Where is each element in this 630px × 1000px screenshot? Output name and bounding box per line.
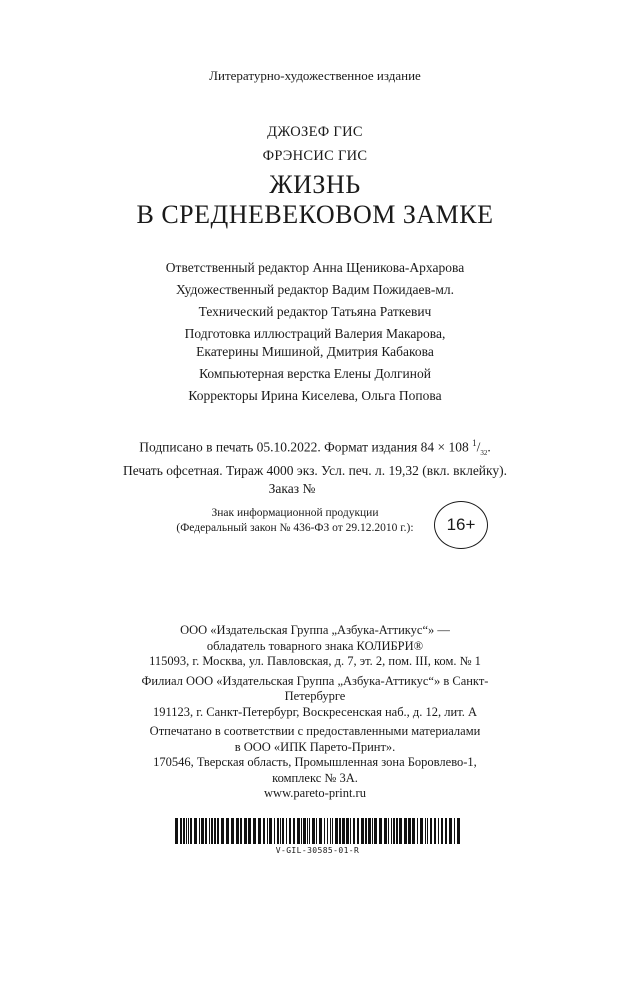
- barcode-bar: [277, 818, 279, 844]
- barcode-bar: [404, 818, 407, 844]
- barcode-bar: [434, 818, 436, 844]
- format-period: .: [487, 439, 491, 455]
- printer-note: Отпечатано в соответствии с предоставленными материалами: [149, 724, 481, 738]
- format-numerator: 1: [472, 438, 477, 448]
- barcode-bar: [286, 818, 287, 844]
- barcode-bar: [365, 818, 367, 844]
- print-info-line: [0, 434, 630, 462]
- barcode-bar: [425, 818, 426, 844]
- barcode-bar: [399, 818, 402, 844]
- age-rating-text: Знак информационной продукции: [211, 507, 379, 519]
- barcode-bar: [361, 818, 364, 844]
- printer-website: www.pareto-print.ru: [264, 786, 366, 800]
- barcode-bar: [188, 818, 189, 844]
- barcode-bar: [267, 818, 268, 844]
- credit-art-editor: Художественный редактор Вадим Пожидаев-мл.: [175, 282, 455, 297]
- barcode-bar: [441, 818, 443, 844]
- publisher-name: ООО «Издательская Группа „Азбука-Аттикус“» —: [180, 623, 450, 637]
- credits-block: [0, 259, 630, 409]
- barcode-bar: [175, 818, 178, 844]
- barcode-bar: [180, 818, 182, 844]
- barcode-bar: [353, 818, 355, 844]
- barcode-bar: [226, 818, 229, 844]
- barcode-bar: [263, 818, 265, 844]
- barcode-bar: [289, 818, 291, 844]
- book-title: [0, 170, 630, 230]
- barcode-bar: [357, 818, 359, 844]
- barcode-bar: [293, 818, 295, 844]
- barcode-bar: [217, 818, 219, 844]
- barcode-bar: [368, 818, 371, 844]
- printer-address: комплекс № 3А.: [272, 770, 358, 785]
- barcode-bar: [316, 818, 317, 844]
- publisher-trademark: обладатель товарного знака КОЛИБРИ®: [206, 638, 424, 653]
- barcode-bar: [282, 818, 284, 844]
- barcode-bar: [319, 818, 322, 844]
- barcode-bar: [236, 818, 239, 844]
- barcode-bar: [186, 818, 187, 844]
- barcode-bar: [342, 818, 345, 844]
- barcode-bar: [240, 818, 242, 844]
- barcode-bar: [253, 818, 256, 844]
- barcode-bar: [297, 818, 300, 844]
- barcode-bar: [211, 818, 213, 844]
- author-name: ФРЭНСИС ГИС: [262, 148, 368, 164]
- barcode-bar: [324, 818, 325, 844]
- barcode-bar: [445, 818, 447, 844]
- barcode-bar: [412, 818, 415, 844]
- age-rating-label: [150, 506, 440, 536]
- barcode-bar: [274, 818, 275, 844]
- barcode-bar: [339, 818, 341, 844]
- format-separator: /: [476, 439, 481, 455]
- order-label: Заказ №: [268, 481, 316, 497]
- barcode-bar: [457, 818, 460, 844]
- branch-address: 191123, г. Санкт-Петербург, Воскресенская наб., д. 12, лит. А: [152, 704, 478, 719]
- book-title-line: ЖИЗНЬ: [269, 170, 361, 199]
- print-signed-format: Подписано в печать 05.10.2022. Формат издания 84 × 108: [139, 439, 469, 455]
- barcode-bar: [280, 818, 281, 844]
- barcode-bar: [396, 818, 398, 844]
- barcode-bar: [346, 818, 349, 844]
- barcode-bar: [269, 818, 272, 844]
- barcode-bar: [417, 818, 418, 844]
- barcode-bar: [454, 818, 455, 844]
- barcode-bar: [199, 818, 200, 844]
- barcode-bar: [408, 818, 411, 844]
- barcode-bar: [183, 818, 185, 844]
- printer-name: в ООО «ИПК Парето-Принт».: [234, 739, 396, 754]
- author-name: ДЖОЗЕФ ГИС: [267, 124, 363, 140]
- print-info-line: Печать офсетная. Тираж 4000 экз. Усл. печ. л. 19,32 (вкл. вклейку).: [122, 463, 508, 479]
- barcode-bar: [201, 818, 204, 844]
- print-info: [0, 434, 630, 498]
- barcode-bars: [175, 818, 460, 844]
- barcode-bar: [258, 818, 261, 844]
- barcode-bar: [303, 818, 306, 844]
- branch-name: Филиал ООО «Издательская Группа „Азбука-Аттикус“» в Санкт-: [141, 673, 489, 688]
- credit-illustrations: Подготовка иллюстраций Валерия Макарова,: [184, 326, 446, 341]
- barcode-bar: [430, 818, 432, 844]
- credit-illustrations: Екатерины Мишиной, Дмитрия Кабакова: [196, 344, 434, 359]
- barcode-code: V-GIL-30585-01-R: [275, 846, 360, 855]
- barcode-bar: [427, 818, 428, 844]
- credit-layout: Компьютерная верстка Елены Долгиной: [199, 366, 431, 381]
- barcode-bar: [438, 818, 439, 844]
- barcode-bar: [312, 818, 315, 844]
- barcode-bar: [391, 818, 392, 844]
- order-line: [0, 480, 630, 498]
- credit-tech-editor: Технический редактор Татьяна Раткевич: [198, 304, 432, 319]
- printer-address: 170546, Тверская область, Промышленная зона Боровлево-1,: [153, 755, 477, 769]
- format-denominator: 32: [480, 449, 488, 458]
- barcode-bar: [214, 818, 216, 844]
- publisher-block: [0, 623, 630, 802]
- credit-proofreaders: Корректоры Ирина Киселева, Ольга Попова: [188, 388, 442, 403]
- barcode-bar: [209, 818, 210, 844]
- publisher-address: 115093, г. Москва, ул. Павловская, д. 7, эт. 2, пом. III, ком. № 1: [149, 654, 481, 668]
- barcode-bar: [194, 818, 197, 844]
- barcode-bar: [307, 818, 308, 844]
- barcode-bar: [379, 818, 382, 844]
- book-title-line: В СРЕДНЕВЕКОВОМ ЗАМКЕ: [136, 200, 494, 229]
- barcode: [175, 818, 460, 844]
- barcode-bar: [205, 818, 207, 844]
- branch-name: Петербурге: [284, 689, 346, 703]
- barcode-bar: [327, 818, 328, 844]
- barcode-bar: [221, 818, 224, 844]
- barcode-bar: [248, 818, 251, 844]
- barcode-bar: [350, 818, 351, 844]
- barcode-bar: [332, 818, 333, 844]
- barcode-bar: [374, 818, 377, 844]
- barcode-bar: [301, 818, 302, 844]
- credit-editor: Ответственный редактор Анна Щеникова-Архарова: [165, 260, 465, 275]
- barcode-bar: [231, 818, 234, 844]
- barcode-bar: [330, 818, 331, 844]
- age-rating-law: (Федеральный закон № 436-ФЗ от 29.12.2010 г.):: [176, 522, 414, 534]
- barcode-bar: [388, 818, 389, 844]
- authors-block: [0, 120, 630, 168]
- barcode-bar: [190, 818, 192, 844]
- barcode-bar: [384, 818, 387, 844]
- genre-label: Литературно-художественное издание: [209, 68, 421, 83]
- barcode-bar: [244, 818, 247, 844]
- barcode-bar: [372, 818, 373, 844]
- barcode-bar: [309, 818, 310, 844]
- barcode-bar: [393, 818, 395, 844]
- barcode-bar: [420, 818, 423, 844]
- barcode-bar: [335, 818, 338, 844]
- barcode-bar: [449, 818, 452, 844]
- age-rating-badge: 16+: [434, 501, 488, 549]
